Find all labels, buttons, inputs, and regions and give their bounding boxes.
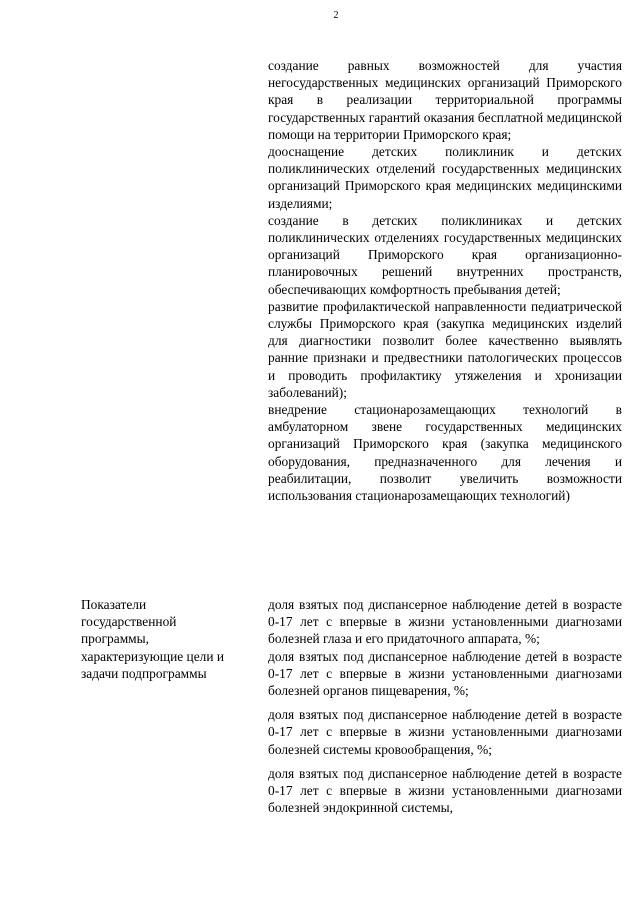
goal-item: развитие профилактической направленности педиатрической службы Приморского края (закупка медицинских изделий для диагностики позволит более качественно выявлять ранние признаки и предвестники патологических процессов и проводить профилактику утяжеления и хронизации заболеваний);: [268, 298, 622, 400]
indicators-label-line: задачи подпрограммы: [81, 665, 207, 681]
indicators-label-line: государственной: [81, 614, 177, 630]
indicator-item: доля взятых под диспансерное наблюдение детей в возрасте 0-17 лет с впервые в жизни установленными диагнозами болезней органов пищеварения, %;: [268, 648, 622, 699]
program-goals-list: [268, 57, 622, 504]
indicator-item: доля взятых под диспансерное наблюдение детей в возрасте 0-17 лет с впервые в жизни установленными диагнозами болезней глаза и его придаточного аппарата, %;: [268, 597, 622, 647]
indicator-item: доля взятых под диспансерное наблюдение детей в возрасте 0-17 лет с впервые в жизни установленными диагнозами болезней эндокринной системы,: [268, 765, 622, 816]
goal-item: дооснащение детских поликлиник и детских поликлинических отделений государственных медицинских организаций Приморского края медицинских медицинскими изделиями;: [268, 144, 622, 211]
goal-item: создание равных возможностей для участия негосударственных медицинских организаций Приморского края в реализации территориальной программы государственных гарантий оказания бесплатной медицинской помощи на территории Приморского края;: [268, 58, 622, 142]
indicators-label-line: характеризующие цели и: [81, 648, 225, 664]
indicators-list: [268, 596, 622, 816]
indicators-label-line: Показатели: [81, 597, 147, 612]
goal-item: создание в детских поликлиниках и детских поликлинических отделениях государственных медицинских организаций Приморского края организационно-планировочных решений внутренних пространств, обеспечивающих комфортность пребывания детей;: [268, 212, 622, 297]
indicators-label: [81, 596, 257, 682]
page-number: 2: [333, 10, 339, 21]
indicator-item: доля взятых под диспансерное наблюдение детей в возрасте 0-17 лет с впервые в жизни установленными диагнозами болезней системы кровообращения, %;: [268, 707, 622, 757]
goal-item: внедрение стационарозамещающих технологий в амбулаторном звене государственных медицинских организаций Приморского края (закупка медицинского оборудования, предназначенного для лечения и реабилитации, позволит увеличить возможности использования стационарозамещающих технологий): [268, 402, 622, 504]
indicators-label-line: программы,: [81, 631, 149, 647]
